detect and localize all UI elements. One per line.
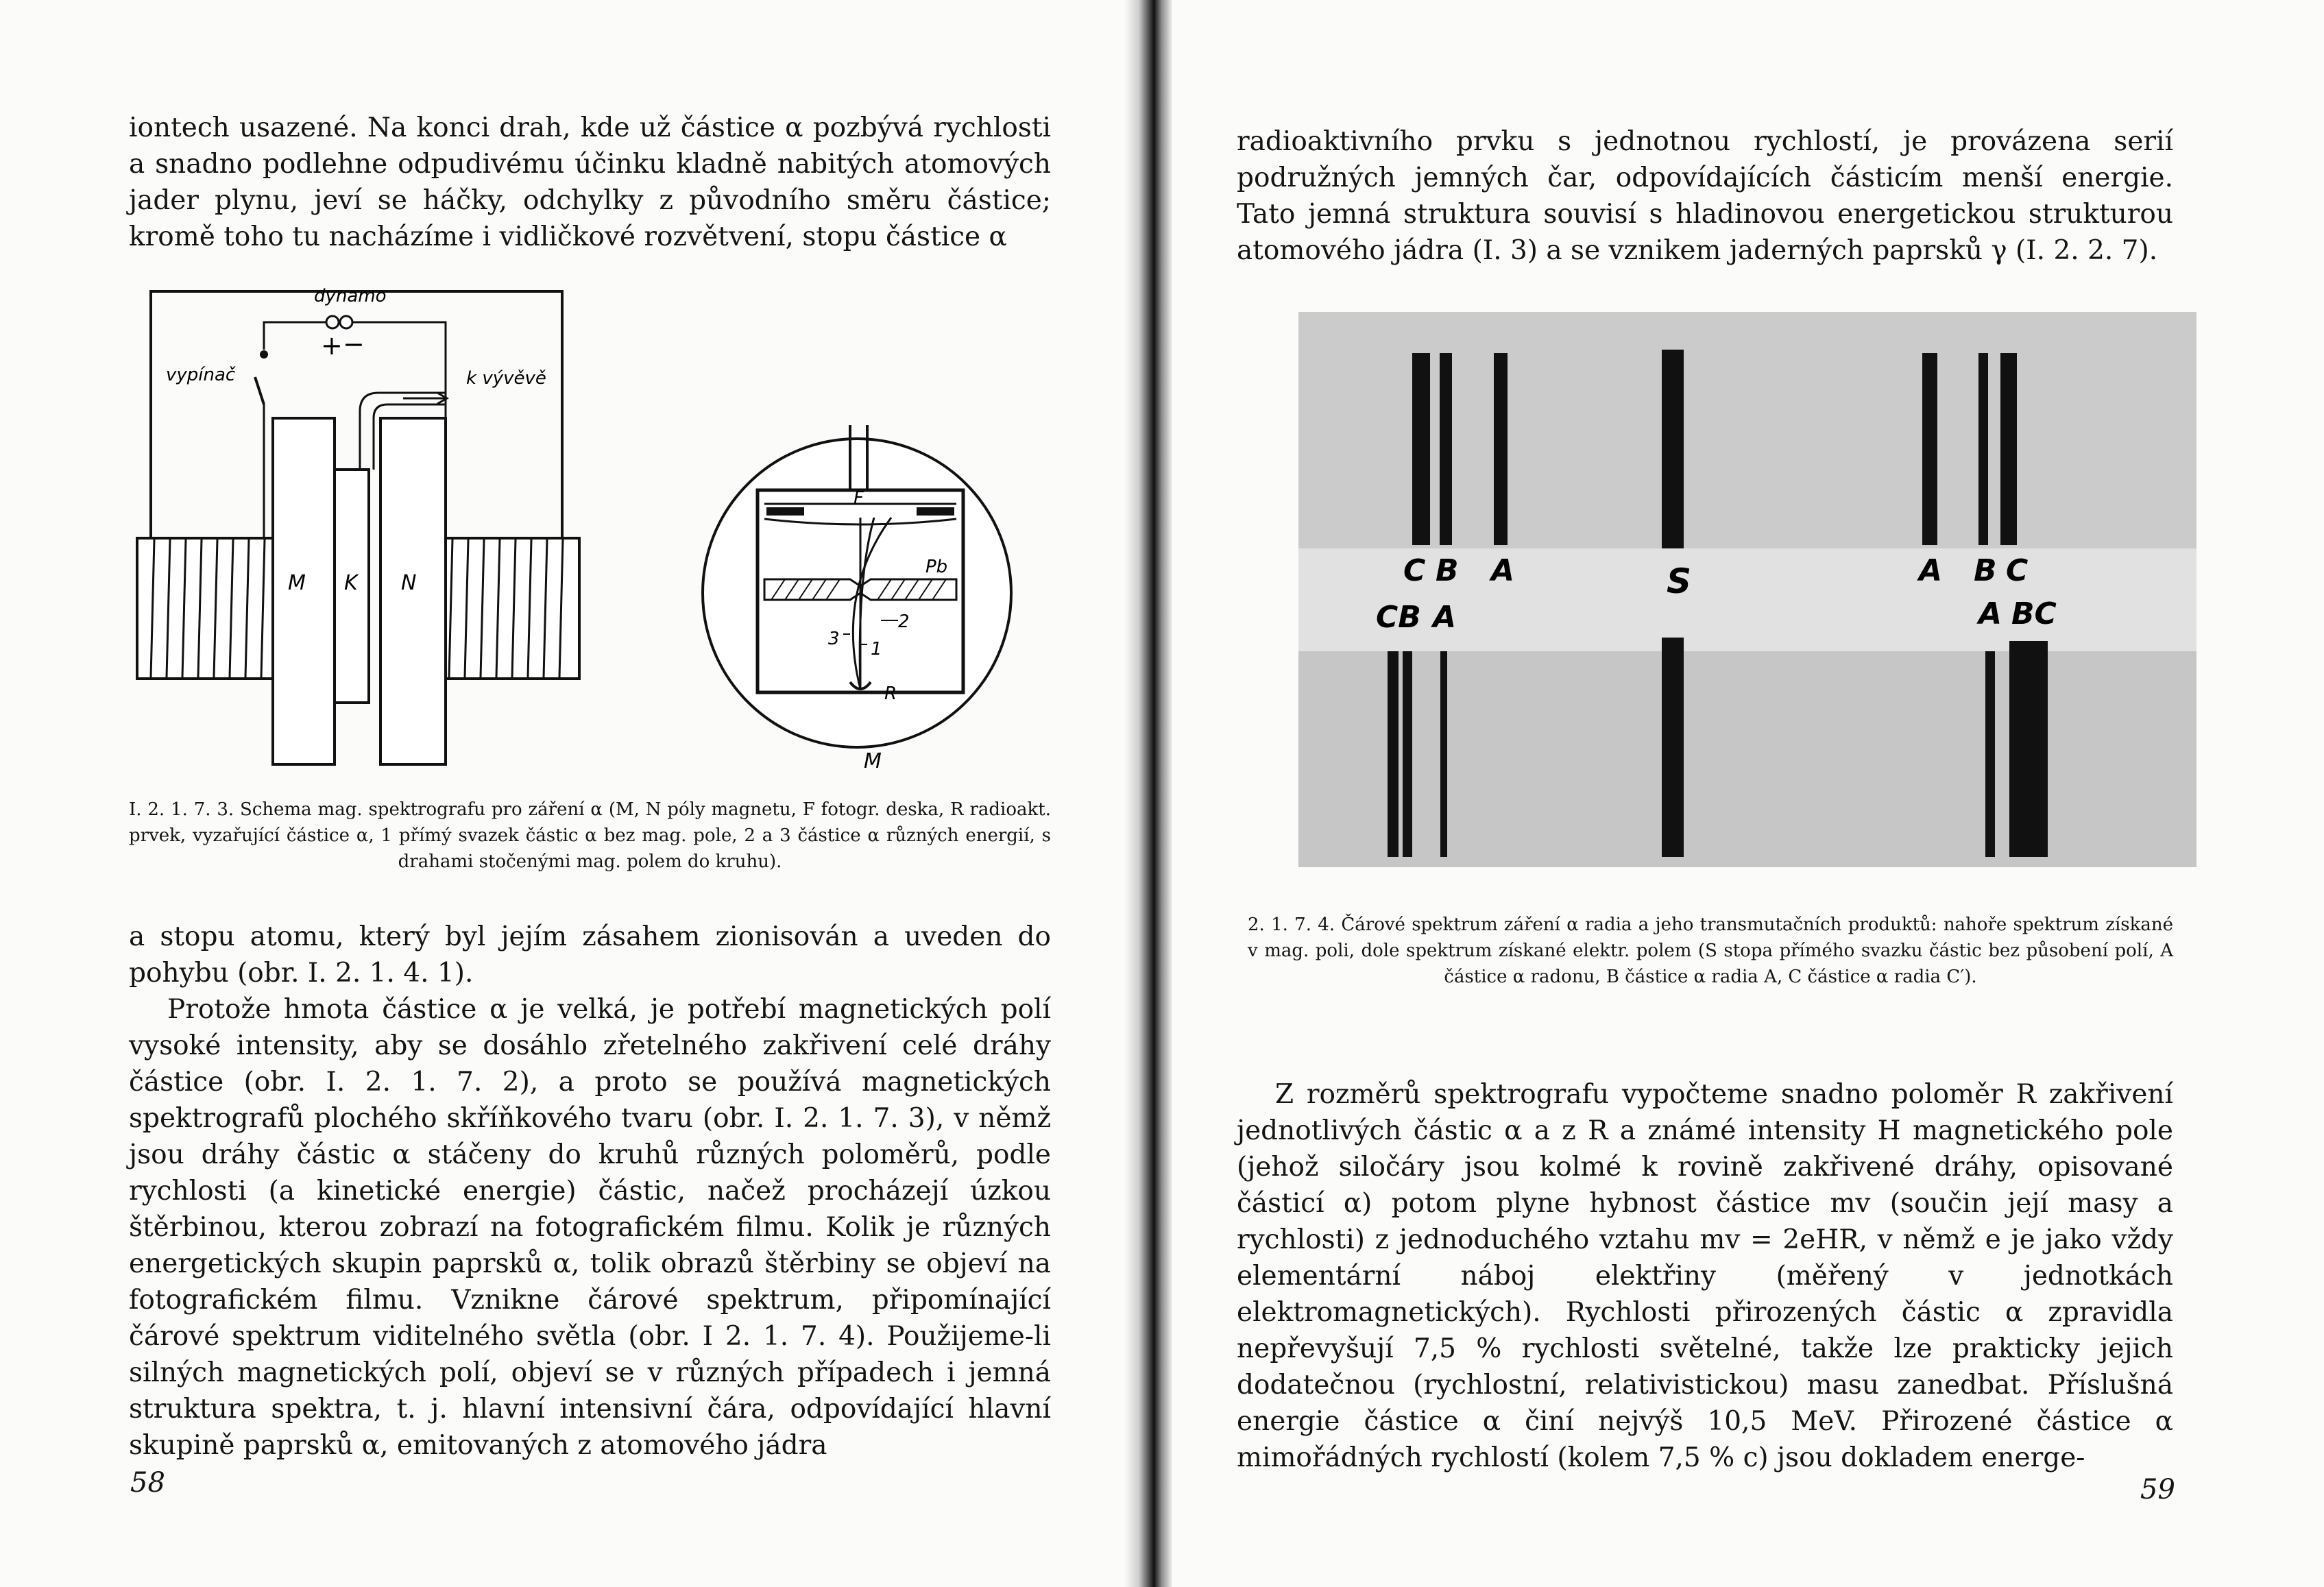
magnet-label: M [864, 749, 882, 773]
bottom-line-a-right [1985, 651, 1995, 857]
top-line-a-left [1494, 353, 1508, 545]
film-plate-right [917, 507, 954, 516]
left-top-paragraph: iontech usazené. Na konci drah, kde už částice α pozbývá rychlosti a snadno podlehne odpudivému účinku kladně nabitých atomových jader plynu, jeví se háčky, odchylky z původního směru částice; kromě toho tu nacházíme i vidličkové rozvětvení, stopu částice α [129, 112, 1051, 252]
label-top-c-right: C [2006, 553, 2029, 588]
film-plate-left [766, 507, 804, 516]
label-top-a-right: A [1919, 553, 1943, 588]
switch-contact [260, 350, 268, 359]
label-top-c-left: C [1403, 553, 1426, 588]
film-label: F [854, 488, 864, 509]
bottom-line-b-left [1403, 651, 1412, 857]
label-bottom-bc-right: BC [2011, 596, 2057, 631]
label-s: S [1667, 561, 1692, 601]
pump-arrow [403, 393, 447, 404]
path-2-label: 2 [898, 611, 910, 632]
dynamo-minus-sign: − [343, 329, 365, 359]
top-line-s [1662, 350, 1684, 548]
dynamo-terminal-minus [340, 316, 352, 328]
dynamo-plus-sign: + [321, 330, 343, 361]
photo-upper-band [1298, 312, 2196, 548]
right-main-text [1237, 1076, 2173, 1476]
pump-label: k vývěvě [466, 368, 546, 389]
photo-lower-band [1298, 651, 2196, 867]
dynamo-label: dynamo [314, 286, 387, 306]
book-gutter [1124, 0, 1172, 1587]
right-figure-caption: 2. 1. 7. 4. Čárové spektrum záření α radia a jeho transmutačních produktů: nahoře spektrum získané v mag. poli, dole spektrum získané elektr. polem (S stopa přímého svazku částic bez působení polí, A částice α radonu, B částice α radia A, C částice α radia C′). [1248, 914, 2173, 987]
slit-k-label: K [344, 571, 358, 595]
lead-label: Pb [925, 557, 948, 577]
label-top-b-right: B [1974, 553, 1997, 588]
label-top-b-left: B [1436, 553, 1459, 588]
bottom-line-bc-right [2009, 641, 2048, 857]
dynamo-terminal-plus [326, 316, 339, 328]
left-page [0, 0, 1124, 1587]
switch-label: vypínač [166, 365, 236, 385]
bottom-line-a-left [1440, 651, 1447, 857]
path-1-label: 1 [871, 639, 882, 659]
right-top-paragraph: radioaktivního prvku s jednotnou rychlostí, je provázena serií podružných jemných čar, odpovídajících částicím menší energie. Tato jemná struktura souvisí s hladinovou energetickou strukturou atomového jádra (I. 3) a se vznikem jaderných paprsků γ (I. 2. 2. 7). [1237, 126, 2173, 266]
pole-m-label: M [288, 571, 306, 595]
left-figure-caption: I. 2. 1. 7. 3. Schema mag. spektrografu pro záření α (M, N póly magnetu, F fotogr. deska, R radioakt. prvek, vyzařující částice α, 1 přímý svazek částic α bez mag. pole, 2 a 3 částice α různých energií, s drahami stočenými mag. polem do kruhu). [129, 799, 1051, 872]
right-page [1172, 0, 2324, 1587]
label-bottom-cb-left: CB [1376, 600, 1421, 635]
right-paragraph-1: Z rozměrů spektrografu vypočteme snadno poloměr R zakřivení jednotlivých částic α a z R a známé intensity H magnetického pole (jehož siločáry jsou kolmé k rovině zakřivené dráhy, opisované částicí α) potom plyne hybnost částice mv (součin její masy a rychlosti) z jednoduchého vztahu mv = 2eHR, v němž e je jako vždy elementární náboj elektřiny (měřený v jednotkách elektromagnetických). Rychlosti přirozených částic α zpravidla nepřevyšují 7,5 % rychlosti světelné, takže lze prakticky jejich dodatečnou (rychlostní, relativistickou) masu zanedbat. Příslušná energie částice α činí nejvýš 10,5 MeV. Přirozené částice α mimořádných rychlostí (kolem 7,5 % c) jsou dokladem energe- [1237, 1079, 2173, 1473]
left-paragraph-1: a stopu atomu, který byl jejím zásahem zionisován a uveden do pohybu (obr. I. 2. 1. 4. 1). [129, 921, 1051, 989]
switch-lever [255, 377, 264, 404]
top-line-c-right [2000, 353, 2017, 545]
top-line-b-right [1978, 353, 1988, 545]
top-line-b-left [1440, 353, 1452, 545]
label-bottom-a-right: A [1978, 596, 2002, 631]
bottom-line-s [1662, 638, 1684, 857]
top-line-c-left [1412, 353, 1430, 545]
path-3-label: 3 [828, 629, 840, 649]
pole-n-label: N [401, 571, 417, 595]
left-paragraph-2: Protože hmota částice α je velká, je potřebí magnetických polí vysoké intensity, aby se dosáhlo zřetelného zakřivení celé dráhy částice (obr. I. 2. 1. 7. 2), a proto se používá magnetických spektrografů plochého skříňkového tvaru (obr. I. 2. 1. 7. 3), v němž jsou dráhy částic α stáčeny do kruhů různých poloměrů, podle rychlosti (a kinetické energie) částic, načež procházejí úzkou štěrbinou, kterou zobrazí na fotografickém filmu. Kolik je různých energetických skupin paprsků α, tolik obrazů štěrbiny se objeví na fotografickém filmu. Vznikne čárové spektrum, připomínající čárové spektrum viditelného světla (obr. I 2. 1. 7. 4). Použijeme-li silných magnetických polí, objeví se v různých případech i jemná struktura spektra, t. j. hlavní intensivní čára, odpovídající hlavní skupině paprsků α, emitovaných z atomového jádra [129, 994, 1051, 1461]
label-bottom-a-left: A [1433, 600, 1457, 635]
left-main-text [129, 919, 1051, 1464]
coil-right [435, 538, 579, 679]
left-page-number: 58 [130, 1467, 165, 1499]
bottom-line-c-left [1388, 651, 1399, 857]
spectrum-photograph [1298, 312, 2196, 867]
right-page-number: 59 [2140, 1474, 2175, 1505]
spectrograph-schematic [123, 271, 1069, 795]
label-top-a-left: A [1491, 553, 1515, 588]
source-label: R [884, 683, 897, 704]
top-line-a-right [1922, 353, 1937, 545]
dynamo-wire-left [264, 322, 329, 350]
